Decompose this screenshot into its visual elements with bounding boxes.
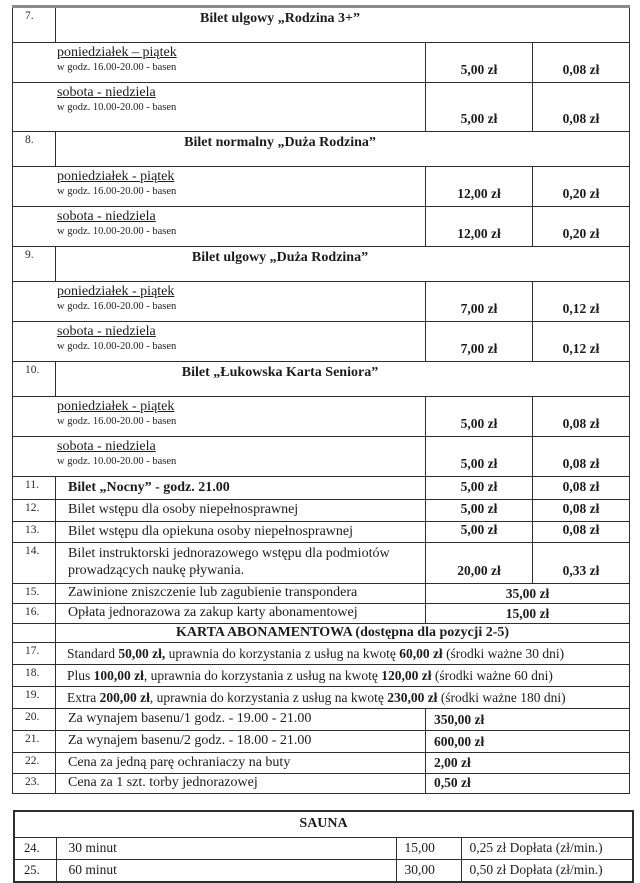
ticket-title: Bilet „Łukowska Karta Seniora” <box>56 362 630 397</box>
schedule-text: w godz. 16.00-20.00 - basen <box>57 416 177 428</box>
day-range: poniedziałek - piątek <box>57 399 175 414</box>
day-cell <box>13 167 426 207</box>
item-label: Za wynajem basenu/2 godz. - 18.00 - 21.00 <box>56 731 426 753</box>
item-label: Za wynajem basenu/1 godz. - 19.00 - 21.00 <box>56 709 426 731</box>
table-row <box>13 522 630 543</box>
price-cell: 2,00 zł <box>426 753 630 774</box>
day-cell <box>13 207 426 247</box>
price-cell: 350,00 zł <box>426 709 630 731</box>
subscription-header-row <box>13 624 630 643</box>
row-number: 24. <box>14 837 56 859</box>
item-label: Bilet instruktorski jednorazowego wstępu dla podmiotów prowadzących naukę pływania. <box>56 543 426 584</box>
schedule-text: w godz. 10.00-20.00 - basen <box>57 456 177 468</box>
row-number: 18. <box>13 665 56 687</box>
price-cell: 5,00 zł <box>426 437 533 477</box>
day-cell <box>13 43 426 83</box>
row-number <box>13 624 56 643</box>
row-number: 17. <box>13 643 56 665</box>
row-number: 21. <box>13 731 56 753</box>
row-number: 14. <box>13 543 56 584</box>
table-row <box>13 753 630 774</box>
surcharge-cell: 0,08 zł <box>533 437 630 477</box>
section-header-row <box>13 247 630 282</box>
item-label: Bilet wstępu dla osoby niepełnosprawnej <box>56 500 426 522</box>
schedule-text: w godz. 10.00-20.00 - basen <box>57 226 177 238</box>
row-number: 10. <box>13 362 56 397</box>
section-header-row <box>13 362 630 397</box>
table-row <box>13 604 630 624</box>
row-number: 22. <box>13 753 56 774</box>
subscription-title: KARTA ABONAMENTOWA (dostępna dla pozycji 2-5) <box>56 624 630 643</box>
table-row <box>13 665 630 687</box>
table-row <box>13 43 630 83</box>
table-row <box>13 207 630 247</box>
surcharge-cell: 0,20 zł <box>533 207 630 247</box>
item-label: 30 minut <box>56 837 396 859</box>
day-range: sobota - niedziela <box>57 324 156 339</box>
price-cell: 5,00 zł <box>426 43 533 83</box>
table-row <box>13 584 630 604</box>
surcharge-cell: 0,33 zł <box>533 543 630 584</box>
item-label: Bilet wstępu dla opiekuna osoby niepełnosprawnej <box>56 522 426 543</box>
table-row <box>13 687 630 709</box>
table-row <box>13 731 630 753</box>
price-cell: 7,00 zł <box>426 282 533 322</box>
day-range: sobota - niedziela <box>57 209 156 224</box>
row-number: 15. <box>13 584 56 604</box>
surcharge-cell: 0,08 zł <box>533 83 630 132</box>
day-cell <box>13 83 426 132</box>
item-label: 60 minut <box>56 859 396 882</box>
table-row <box>13 437 630 477</box>
surcharge-cell: 0,20 zł <box>533 167 630 207</box>
price-cell: 20,00 zł <box>426 543 533 584</box>
text-segment: (środki ważne 30 dni) <box>442 645 565 661</box>
text-segment: Plus <box>67 667 94 683</box>
day-cell <box>13 397 426 437</box>
item-label: Cena za 1 szt. torby jednorazowej <box>56 774 426 794</box>
surcharge-cell: 0,08 zł <box>533 43 630 83</box>
price-cell: 15,00 zł <box>426 604 630 624</box>
price-list-table <box>12 5 630 794</box>
price-segment: 230,00 zł <box>387 689 438 705</box>
price-cell: 7,00 zł <box>426 322 533 362</box>
sauna-title: SAUNA <box>14 811 633 838</box>
row-number: 20. <box>13 709 56 731</box>
text-segment: uprawnia do korzystania z usług na kwotę <box>165 645 400 661</box>
subscription-description <box>56 643 630 665</box>
schedule-text: w godz. 16.00-20.00 - basen <box>57 186 177 198</box>
price-cell: 35,00 zł <box>426 584 630 604</box>
price-cell: 12,00 zł <box>426 167 533 207</box>
row-number: 8. <box>13 132 56 167</box>
surcharge-cell: 0,50 zł Dopłata (zł/min.) <box>461 859 633 882</box>
row-number: 9. <box>13 247 56 282</box>
text-segment: Extra <box>67 689 100 705</box>
price-cell: 5,00 zł <box>426 477 533 500</box>
section-header-row <box>13 132 630 167</box>
item-label: Cena za jedną parę ochraniaczy na buty <box>56 753 426 774</box>
surcharge-cell: 0,08 zł <box>533 477 630 500</box>
text-segment: Standard <box>67 645 119 661</box>
price-cell: 5,00 zł <box>426 397 533 437</box>
row-number: 25. <box>14 859 56 882</box>
price-segment: 200,00 zł <box>99 689 150 705</box>
price-segment: 50,00 zł, <box>118 645 166 661</box>
table-row <box>13 282 630 322</box>
text-segment: , uprawnia do korzystania z usług na kwotę <box>149 689 388 705</box>
table-row <box>13 167 630 207</box>
ticket-title: Bilet ulgowy „Duża Rodzina” <box>56 247 630 282</box>
table-row <box>13 477 630 500</box>
table-row <box>13 543 630 584</box>
day-range: sobota - niedziela <box>57 85 156 100</box>
day-cell <box>13 437 426 477</box>
text-segment: , uprawnia do korzystania z usług na kwotę <box>143 667 382 683</box>
price-segment: 100,00 zł <box>93 667 144 683</box>
day-range: poniedziałek - piątek <box>57 284 175 299</box>
price-cell: 5,00 zł <box>426 500 533 522</box>
row-number: 7. <box>13 7 56 43</box>
schedule-text: w godz. 10.00-20.00 - basen <box>57 102 177 114</box>
price-cell: 30,00 <box>396 859 461 882</box>
table-row <box>14 837 633 859</box>
table-row <box>13 774 630 794</box>
price-cell: 0,50 zł <box>426 774 630 794</box>
table-row <box>13 500 630 522</box>
day-range: sobota - niedziela <box>57 439 156 454</box>
subscription-description <box>56 687 630 709</box>
ticket-title: Bilet normalny „Duża Rodzina” <box>56 132 630 167</box>
surcharge-cell: 0,25 zł Dopłata (zł/min.) <box>461 837 633 859</box>
row-number: 12. <box>13 500 56 522</box>
row-number: 19. <box>13 687 56 709</box>
price-segment: 60,00 zł <box>399 645 443 661</box>
ticket-title: Bilet ulgowy „Rodzina 3+” <box>56 7 630 43</box>
table-row <box>13 709 630 731</box>
table-row <box>13 322 630 362</box>
item-label: Zawinione zniszczenie lub zagubienie transpondera <box>56 584 426 604</box>
subscription-description <box>56 665 630 687</box>
schedule-text: w godz. 16.00-20.00 - basen <box>57 301 177 313</box>
table-row <box>13 83 630 132</box>
surcharge-cell: 0,08 zł <box>533 500 630 522</box>
table-row <box>14 859 633 882</box>
sauna-table <box>13 810 634 883</box>
table-row <box>13 397 630 437</box>
day-range: poniedziałek - piątek <box>57 169 175 184</box>
schedule-text: w godz. 16.00-20.00 - basen <box>57 62 177 74</box>
row-number: 11. <box>13 477 56 500</box>
price-cell: 5,00 zł <box>426 83 533 132</box>
day-range: poniedziałek – piątek <box>57 45 177 60</box>
sauna-header-row <box>14 811 633 838</box>
price-cell: 15,00 <box>396 837 461 859</box>
row-number: 16. <box>13 604 56 624</box>
day-cell <box>13 282 426 322</box>
price-segment: 120,00 zł <box>381 667 432 683</box>
surcharge-cell: 0,08 zł <box>533 397 630 437</box>
price-cell: 12,00 zł <box>426 207 533 247</box>
surcharge-cell: 0,08 zł <box>533 522 630 543</box>
schedule-text: w godz. 10.00-20.00 - basen <box>57 341 177 353</box>
row-number: 13. <box>13 522 56 543</box>
text-segment: (środki ważne 180 dni) <box>437 689 566 705</box>
text-segment: (środki ważne 60 dni) <box>431 667 553 683</box>
table-row <box>13 643 630 665</box>
item-label: Opłata jednorazowa za zakup karty abonamentowej <box>56 604 426 624</box>
surcharge-cell: 0,12 zł <box>533 322 630 362</box>
section-header-row <box>13 7 630 43</box>
item-label: Bilet „Nocny” - godz. 21.00 <box>56 477 426 500</box>
price-cell: 5,00 zł <box>426 522 533 543</box>
row-number: 23. <box>13 774 56 794</box>
surcharge-cell: 0,12 zł <box>533 282 630 322</box>
day-cell <box>13 322 426 362</box>
price-cell: 600,00 zł <box>426 731 630 753</box>
